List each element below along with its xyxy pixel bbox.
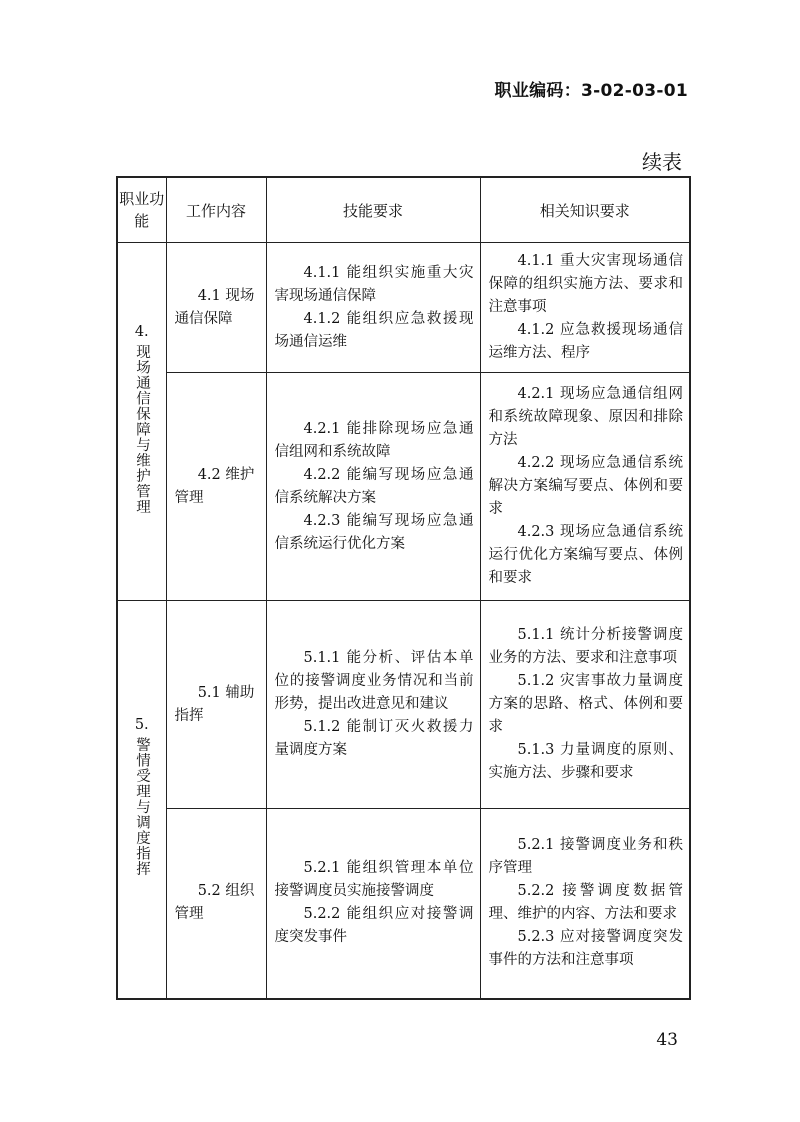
header-skill: 技能要求	[266, 177, 480, 243]
skill-item: 5.2.1 能组织管理本单位接警调度员实施接警调度	[274, 860, 474, 900]
work-cell: 5.1 辅助指挥	[166, 601, 266, 809]
knowledge-item: 5.2.1 接警调度业务和秩序管理	[488, 837, 683, 877]
skill-cell	[266, 601, 480, 809]
skill-item: 4.1.1 能组织实施重大灾害现场通信保障	[274, 264, 474, 304]
skill-cell	[266, 373, 480, 601]
skill-item: 4.2.1 能排除现场应急通信组网和系统故障	[274, 420, 474, 460]
work-cell: 5.2 组织管理	[166, 809, 266, 999]
header-func: 职业功能	[117, 177, 166, 243]
header-work: 工作内容	[166, 177, 266, 243]
knowledge-cell	[480, 601, 690, 809]
occupation-code: 职业编码：3-02-03-01	[494, 81, 688, 101]
func-number: 4.	[134, 323, 149, 340]
knowledge-item: 4.2.1 现场应急通信组网和系统故障现象、原因和排除方法	[488, 386, 683, 448]
knowledge-cell	[480, 243, 690, 373]
func-cell-4	[117, 243, 166, 601]
knowledge-cell	[480, 373, 690, 601]
skill-item: 5.1.1 能分析、评估本单位的接警调度业务情况和当前形势，提出改进意见和建议	[274, 650, 474, 712]
knowledge-item: 4.2.3 现场应急通信系统运行优化方案编写要点、体例和要求	[488, 524, 683, 586]
page-number: 43	[656, 1030, 678, 1050]
skill-cell	[266, 809, 480, 999]
knowledge-cell	[480, 809, 690, 999]
work-cell: 4.2 维护管理	[166, 373, 266, 601]
skill-item: 4.2.3 能编写现场应急通信系统运行优化方案	[274, 512, 474, 552]
knowledge-item: 4.2.2 现场应急通信系统解决方案编写要点、体例和要求	[488, 455, 683, 517]
knowledge-item: 4.1.2 应急救援现场通信运维方法、程序	[488, 322, 683, 361]
table-header-row	[117, 177, 690, 243]
skill-item: 5.1.2 能制订灭火救援力量调度方案	[274, 719, 474, 758]
knowledge-item: 5.2.3 应对接警调度突发事件的方法和注意事项	[488, 929, 683, 969]
func-text: 现场通信保障与维护管理	[134, 343, 150, 515]
continued-label: 续表	[642, 150, 682, 174]
knowledge-item: 4.1.1 重大灾害现场通信保障的组织实施方法、要求和注意事项	[488, 253, 683, 315]
func-number: 5.	[134, 717, 149, 733]
knowledge-item: 5.1.2 灾害事故力量调度方案的思路、格式、体例和要求	[488, 673, 683, 735]
knowledge-item: 5.2.2 接警调度数据管理、维护的内容、方法和要求	[488, 883, 683, 923]
header-knowledge: 相关知识要求	[480, 177, 690, 243]
skill-item: 4.1.2 能组织应急救援现场通信运维	[274, 310, 474, 350]
table-row	[117, 373, 690, 601]
table-row	[117, 809, 690, 999]
work-cell: 4.1 现场通信保障	[166, 243, 266, 373]
skill-item: 4.2.2 能编写现场应急通信系统解决方案	[274, 466, 474, 506]
skill-cell	[266, 243, 480, 373]
func-text: 警情受理与调度指挥	[134, 737, 150, 877]
knowledge-item: 5.1.1 统计分析接警调度业务的方法、要求和注意事项	[488, 627, 683, 666]
func-cell-5	[117, 601, 166, 999]
knowledge-item: 5.1.3 力量调度的原则、实施方法、步骤和要求	[488, 742, 683, 781]
table-row	[117, 243, 690, 373]
table-row	[117, 601, 690, 809]
skill-item: 5.2.2 能组织应对接警调度突发事件	[274, 906, 474, 946]
skills-table	[116, 176, 691, 1000]
